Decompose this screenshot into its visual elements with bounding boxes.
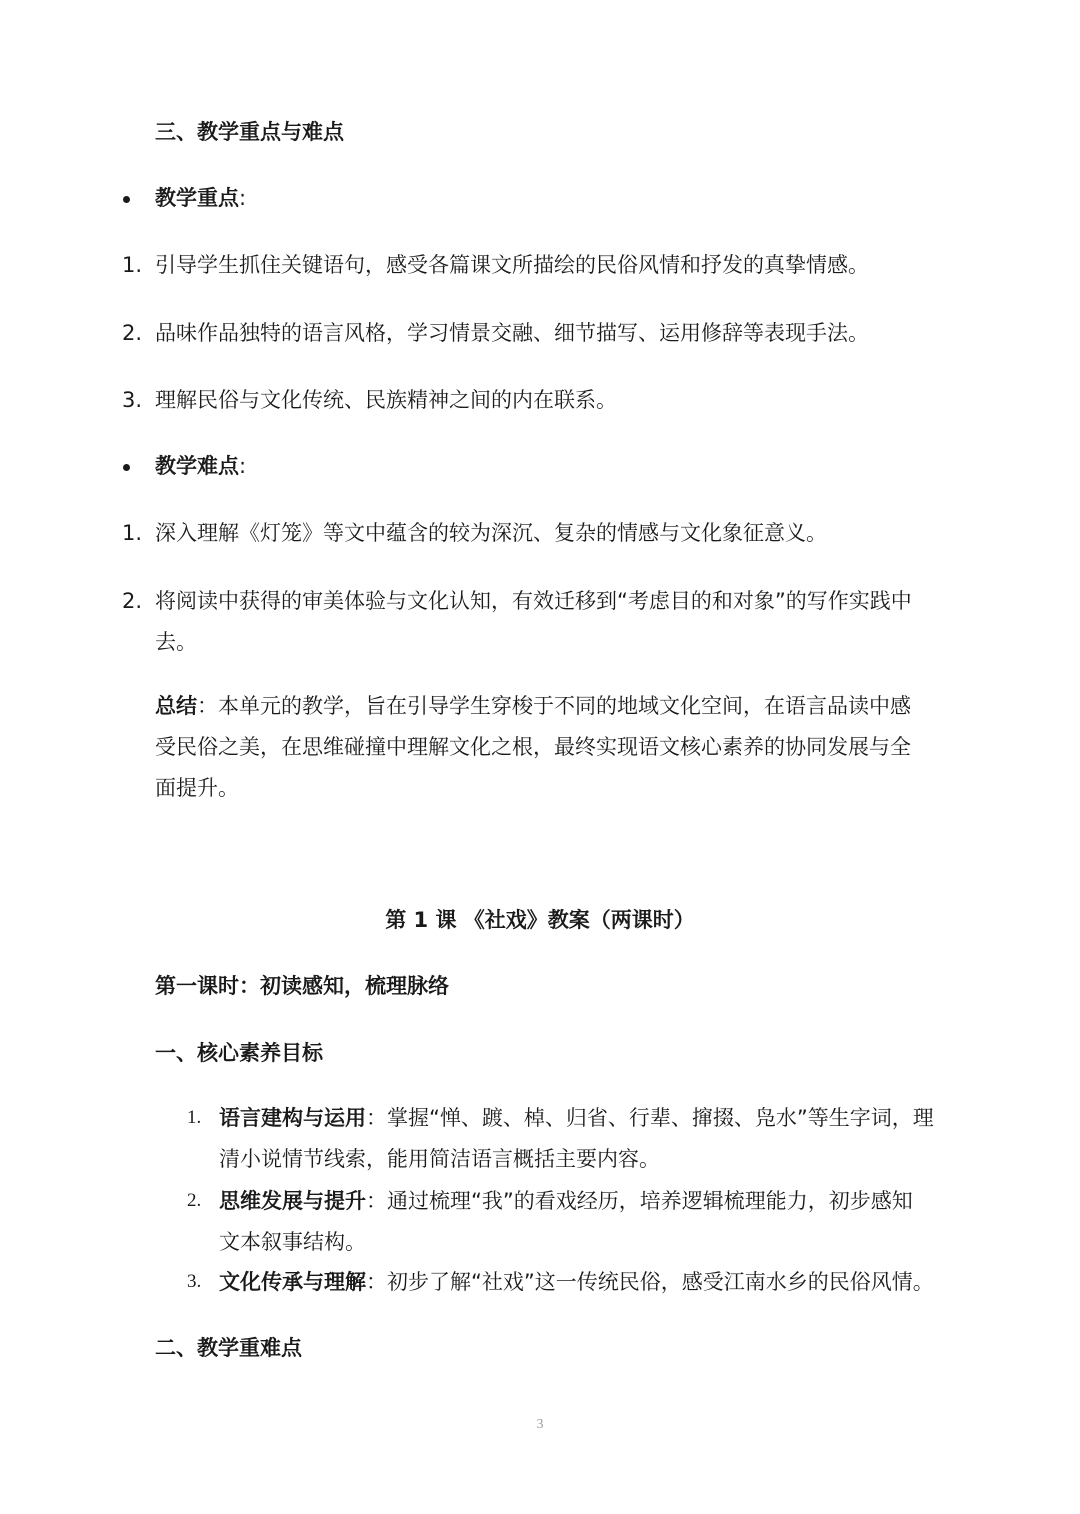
goal-number: 3. [187,1271,202,1292]
summary-label: 总结 [155,694,197,718]
lesson-title: 第 1 课 《社戏》教案（两课时） [385,908,695,932]
list-number: 2. [122,321,143,345]
list-number: 2. [122,589,143,613]
goal-item [219,1187,913,1215]
key-points-label-row [155,184,246,212]
goal-label: 思维发展与提升 [219,1189,366,1213]
goal-number: 2. [187,1190,202,1211]
goal-label: 语言建构与运用 [219,1106,366,1130]
key-points-colon: : [239,186,247,210]
list-item: 将阅读中获得的审美体验与文化认知，有效迁移到“考虑目的和对象”的写作实践中 [155,589,912,613]
section-heading: 三、教学重点与难点 [155,120,344,144]
summary-line: 面提升。 [155,776,239,800]
bullet-icon [123,196,130,203]
goal-number: 1. [187,1107,202,1128]
list-number: 1. [122,521,143,545]
difficulties-label: 教学难点 [155,454,239,478]
list-number: 3. [122,388,143,412]
period-title: 第一课时：初读感知，梳理脉络 [155,974,449,998]
list-item: 引导学生抓住关键语句，感受各篇课文所描绘的民俗风情和抒发的真挚情感。 [155,253,869,277]
page-number: 3 [536,1417,544,1432]
difficulties-label-row [155,452,246,480]
list-item: 理解民俗与文化传统、民族精神之间的内在联系。 [155,388,617,412]
difficulties-colon: : [239,454,247,478]
goal-item [219,1268,934,1296]
goal-text: ：初步了解“社戏”这一传统民俗，感受江南水乡的民俗风情。 [366,1270,934,1294]
list-number: 1. [122,253,143,277]
goal-item-continuation: 文本叙事结构。 [219,1230,366,1254]
summary-text: ：本单元的教学，旨在引导学生穿梭于不同的地域文化空间，在语言品读中感 [197,694,911,718]
goal-label: 文化传承与理解 [219,1270,366,1294]
list-item: 品味作品独特的语言风格，学习情景交融、细节描写、运用修辞等表现手法。 [155,321,869,345]
summary-line [155,692,911,720]
bullet-icon [123,464,130,471]
difficulty-heading: 二、教学重难点 [155,1336,302,1360]
goal-text: ：掌握“惮、踱、棹、归省、行辈、撺掇、凫水”等生字词，理 [366,1106,934,1130]
key-points-label: 教学重点 [155,186,239,210]
list-item: 深入理解《灯笼》等文中蕴含的较为深沉、复杂的情感与文化象征意义。 [155,521,827,545]
goals-heading: 一、核心素养目标 [155,1041,323,1065]
goal-item-continuation: 清小说情节线索，能用简洁语言概括主要内容。 [219,1147,660,1171]
goal-text: ：通过梳理“我”的看戏经历，培养逻辑梳理能力，初步感知 [366,1189,913,1213]
list-item-continuation: 去。 [155,630,197,654]
summary-line: 受民俗之美，在思维碰撞中理解文化之根，最终实现语文核心素养的协同发展与全 [155,735,911,759]
goal-item [219,1104,934,1132]
